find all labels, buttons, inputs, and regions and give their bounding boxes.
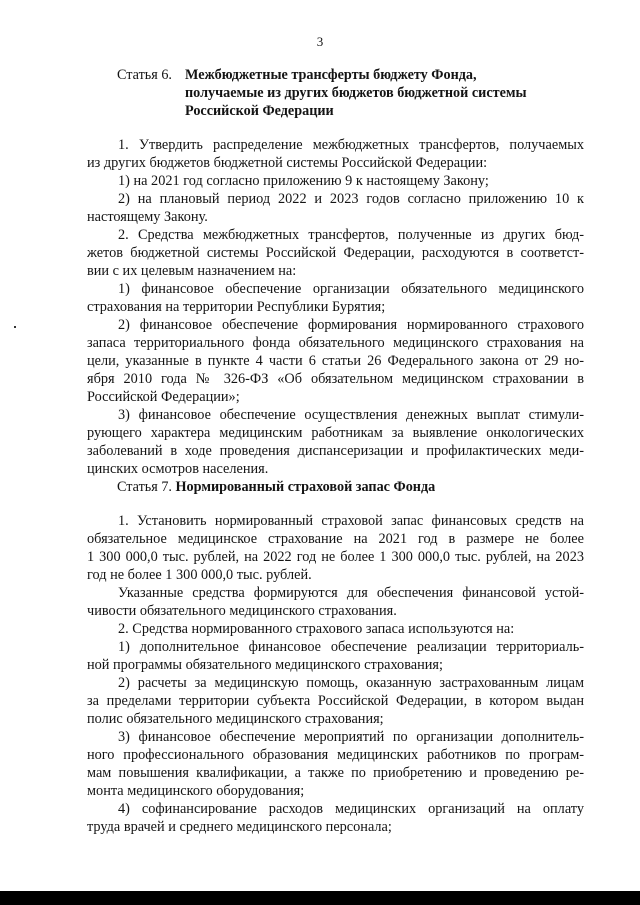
- article-7-line: Указанные средства формируются для обеспечения финансовой устой-: [118, 585, 584, 601]
- article-6-title: [185, 66, 527, 120]
- article-6-line: ября 2010 года № 326-ФЗ «Об обязательном медицинском страховании в: [87, 371, 584, 387]
- article-6-title-line: Российской Федерации: [185, 103, 334, 119]
- article-6-line: из других бюджетов бюджетной системы Российской Федерации:: [87, 155, 488, 171]
- article-6-line: запаса территориального фонда обязательного медицинского страхования на: [87, 335, 584, 351]
- article-6-title-line: Межбюджетные трансферты бюджету Фонда,: [185, 67, 477, 83]
- article-7-line: полис обязательного медицинского страхования;: [87, 711, 384, 727]
- article-7-line: 1) дополнительное финансовое обеспечение реализации территориаль-: [118, 639, 584, 655]
- article-6-line: заболеваний в ходе проведения диспансеризации и профилактических меди-: [87, 443, 584, 459]
- article-7-line: 3) финансовое обеспечение мероприятий по организации дополнитель-: [118, 729, 584, 745]
- article-6-line: 2) финансовое обеспечение формирования нормированного страхового: [118, 317, 584, 333]
- article-7-line: 4) софинансирование расходов медицинских организаций на оплату: [118, 801, 584, 817]
- scan-speck: [14, 326, 16, 328]
- article-6-label: Статья 6.: [117, 67, 172, 83]
- article-6-line: 1) на 2021 год согласно приложению 9 к настоящему Закону;: [118, 173, 489, 189]
- article-7-heading: [117, 478, 435, 496]
- article-7-line: год не более 1 300 000,0 тыс. рублей.: [87, 567, 312, 583]
- article-7-line: 2) расчеты за медицинскую помощь, оказанную застрахованным лицам: [118, 675, 584, 691]
- article-6-line: настоящему Закону.: [87, 209, 208, 225]
- article-7-line: мам повышения квалификации, а также по приобретению и проведению ре-: [87, 765, 584, 781]
- article-6-line: рующего характера медицинским работникам за выявление онкологических: [87, 425, 584, 441]
- article-6-line: 3) финансовое обеспечение осуществления денежных выплат стимули-: [118, 407, 584, 423]
- article-6-title-line: получаемые из других бюджетов бюджетной системы: [185, 85, 527, 101]
- article-7-line: 1 300 000,0 тыс. рублей, на 2022 год не более 1 300 000,0 тыс. рублей, на 2023: [87, 549, 584, 565]
- article-6-line: цели, указанные в пункте 4 части 6 статьи 26 Федерального закона от 29 но-: [87, 353, 584, 369]
- article-6-line: 2. Средства межбюджетных трансфертов, полученные из других бюд-: [118, 227, 584, 243]
- article-6-line: жетов бюджетной системы Российской Федерации, расходуются в соответст-: [87, 245, 584, 261]
- article-7-line: чивости обязательного медицинского страхования.: [87, 603, 397, 619]
- article-7-title: Нормированный страховой запас Фонда: [175, 479, 436, 495]
- article-6-line: 2) на плановый период 2022 и 2023 годов согласно приложению 10 к: [118, 191, 584, 207]
- article-6-line: страхования на территории Республики Бурятия;: [87, 299, 386, 315]
- article-7-line: ной программы обязательного медицинского страхования;: [87, 657, 443, 673]
- article-7-line: обязательное медицинское страхование на 2021 год в размере не более: [87, 531, 584, 547]
- article-6-line: вии с их целевым назначением на:: [87, 263, 297, 279]
- scan-bottom-edge: [0, 891, 640, 905]
- article-7-line: за пределами территории субъекта Российской Федерации, в котором выдан: [87, 693, 584, 709]
- article-7-label: Статья 7.: [117, 479, 172, 495]
- article-6-line: Российской Федерации»;: [87, 389, 240, 405]
- article-7-line: труда врачей и среднего медицинского персонала;: [87, 819, 392, 835]
- article-7-line: 2. Средства нормированного страхового запаса используются на:: [118, 621, 515, 637]
- article-7-line: монта медицинского оборудования;: [87, 783, 305, 799]
- article-7-line: ного профессионального образования медицинских работников по програм-: [87, 747, 584, 763]
- article-6-line: цинских осмотров населения.: [87, 461, 269, 477]
- article-6-line: 1. Утвердить распределение межбюджетных трансфертов, получаемых: [118, 137, 584, 153]
- article-7-line: 1. Установить нормированный страховой запас финансовых средств на: [118, 513, 584, 529]
- page-number: 3: [316, 34, 324, 49]
- article-6-line: 1) финансовое обеспечение организации обязательного медицинского: [118, 281, 584, 297]
